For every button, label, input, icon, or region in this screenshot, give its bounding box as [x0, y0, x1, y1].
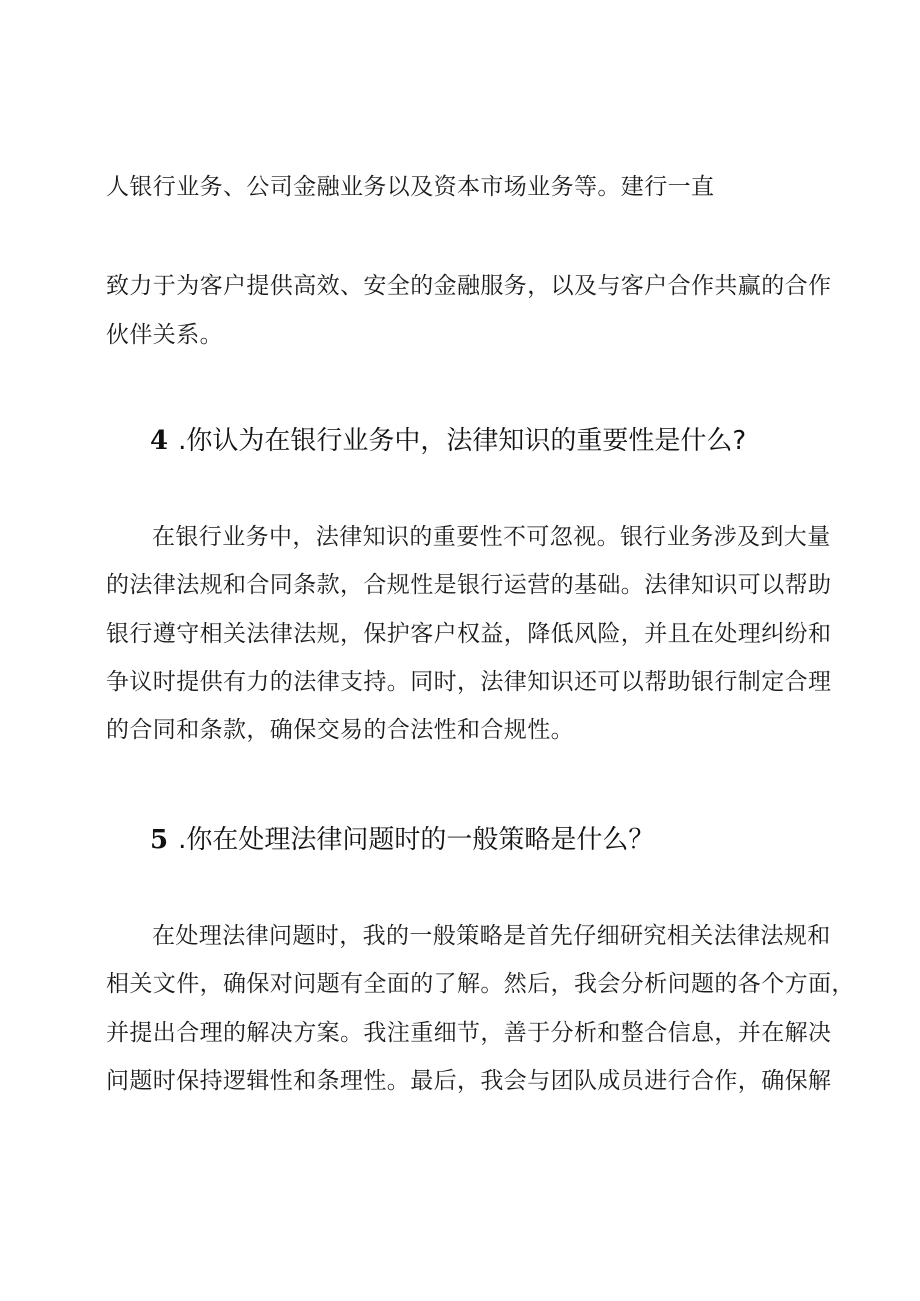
paragraph-line: 的合同和条款，确保交易的合法性和合规性。: [106, 717, 574, 743]
paragraph-line: 在处理法律问题时，我的一般策略是首先仔细研究相关法律法规和: [152, 923, 831, 949]
section-title: .你认为在银行业务中，法律知识的重要性是什么?: [178, 426, 747, 456]
section-4-heading: [150, 424, 746, 458]
section-5-heading: [150, 823, 654, 857]
paragraph-line: 致力于为客户提供高效、安全的金融服务，以及与客户合作共赢的合作: [106, 273, 832, 299]
paragraph-line: 并提出合理的解决方案。我注重细节，善于分析和整合信息，并在解决: [106, 1020, 832, 1046]
paragraph-line: 问题时保持逻辑性和条理性。最后，我会与团队成员进行合作，确保解: [106, 1068, 832, 1094]
paragraph-line: 伙伴关系。: [106, 322, 223, 348]
paragraph-line: 争议时提供有力的法律支持。同时，法律知识还可以帮助银行制定合理: [106, 669, 832, 695]
section-number: 4: [150, 426, 169, 456]
section-number: 5: [150, 825, 169, 855]
paragraph-line: 银行遵守相关法律法规，保护客户权益，降低风险，并且在处理纠纷和: [106, 621, 832, 647]
paragraph-line: 相关文件，确保对问题有全面的了解。然后，我会分析问题的各个方面，: [106, 971, 855, 997]
paragraph-line: 的法律法规和合同条款，合规性是银行运营的基础。法律知识可以帮助: [106, 572, 832, 598]
paragraph-line: 人银行业务、公司金融业务以及资本市场业务等。建行一直: [106, 174, 715, 200]
section-title: .你在处理法律问题时的一般策略是什么？: [178, 825, 655, 855]
paragraph-line: 在银行业务中，法律知识的重要性不可忽视。银行业务涉及到大量: [152, 524, 831, 550]
